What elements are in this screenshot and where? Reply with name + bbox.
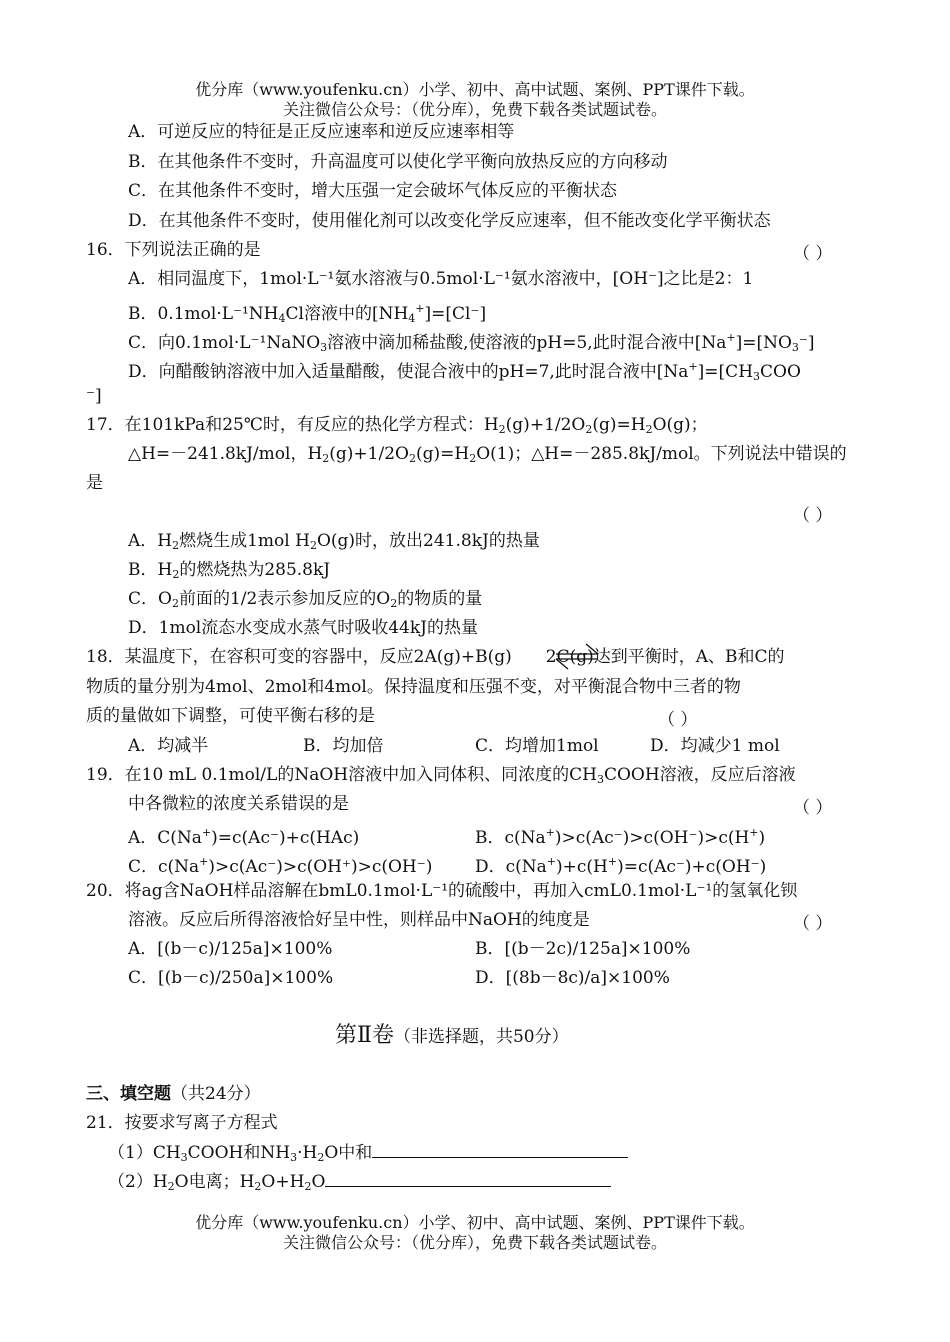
q16-answer-paren: （ ） — [793, 244, 833, 264]
q19-stem-line-1: 19．在10 mL 0.1mol/L的NaOH溶液中加入同体积、同浓度的$CH_3COOH$溶液，反应后溶液 — [86, 765, 796, 786]
q19-option-d: D．c(Na+)+c(H+)=c(Ac⁻)+c(OH⁻) — [475, 855, 767, 877]
q16-option-a: A．相同温度下，1mol·L⁻¹氨水溶液与0.5mol·L⁻¹氨水溶液中，[OH⁻]之比是2：1 — [128, 269, 754, 289]
q15-option-d: D．在其他条件不变时，使用催化剂可以改变化学反应速率，但不能改变化学平衡状态 — [128, 211, 771, 231]
q21-part-2: $(2)H_2O$电离；$H_2O+H_2O$ — [108, 1170, 611, 1198]
page-footer-line-1: 优分库（www.youfenku.cn）小学、初中、高中试题、案例、PPT课件下载。 — [195, 1213, 755, 1232]
q16-option-d: D．向醋酸钠溶液中加入适量醋酸，使混合液中的pH=7,此时混合液中$[Na^+]=[CH_3COO$ — [128, 360, 801, 383]
q17-option-a: A．$H_2$燃烧生成1mol $H_2O(g)$时，放出241.8kJ的热量 — [128, 531, 540, 552]
q21-part-1-blank[interactable] — [372, 1141, 628, 1158]
q18-stem-line-1: 18．某温度下，在容积可变的容器中，反应2A(g)+B(g) 2C(g)达到平衡时，A、B和C的 — [86, 647, 785, 667]
q21-part-1: $(1)CH_3COOH$和$NH_3\cdot H_2O$中和 — [108, 1141, 628, 1169]
page-header-line-2: 关注微信公众号：（优分库），免费下载各类试题试卷。 — [282, 100, 667, 119]
section-3-note: （共24分） — [171, 1084, 261, 1104]
q17-stem-line-3: 是 — [86, 473, 103, 493]
q20-option-d: D．[(8b－8c)/a]×100% — [475, 968, 670, 988]
q20-option-c: C．[(b－c)/250a]×100% — [128, 968, 334, 988]
page-header-line-1: 优分库（www.youfenku.cn）小学、初中、高中试题、案例、PPT课件下载。 — [195, 80, 755, 99]
q17-option-b: B．$H_2$的燃烧热为285.8kJ — [128, 560, 331, 581]
page-footer-line-2: 关注微信公众号：（优分库），免费下载各类试题试卷。 — [282, 1233, 667, 1252]
q19-option-a: A．C(Na+)=c(Ac⁻)+c(HAc) — [128, 826, 360, 848]
part-2-title — [335, 1025, 569, 1048]
q20-answer-paren: （ ） — [793, 914, 833, 934]
part-2-title-main: 第Ⅱ卷 — [335, 1023, 394, 1048]
q17-answer-paren: （ ） — [793, 506, 833, 526]
q19-option-c: C．c(Na+)>c(Ac⁻)>c(OH⁺)>c(OH⁻) — [128, 855, 433, 877]
q18-option-b: B．均加倍 — [303, 736, 384, 756]
q17-stem-line-1: 17．在101kPa和25℃时，有反应的热化学方程式：$H_2(g)+1/2O_2(g)=H_2O(g)$； — [86, 415, 708, 436]
q15-option-c: C．在其他条件不变时，增大压强一定会破坏气体反应的平衡状态 — [128, 181, 618, 201]
q17-option-c: C．$O_2$前面的1/2表示参加反应的$O_2$的物质的量 — [128, 589, 483, 610]
q18-stem-line-3: 质的量做如下调整，可使平衡右移的是 — [86, 706, 375, 726]
q18-stem-line-2: 物质的量分别为4mol、2mol和4mol。保持温度和压强不变，对平衡混合物中三者的物 — [86, 677, 741, 697]
q17-stem-line-2: △H=－241.8kJ/mol，$H_2(g)+1/2O_2(g)=H_2O(1)$；△H=－285.8kJ/mol。下列说法中错误的 — [128, 444, 847, 465]
section-3-heading: 三、填空题 — [86, 1084, 171, 1104]
q16-option-c: C．向0.1mol·L⁻¹NaNO$_3$溶液中滴加稀盐酸,使溶液的pH=5,此时混合液中$[Na^+]=[NO_3^-]$ — [128, 331, 815, 354]
q16-stem: 16．下列说法正确的是 — [86, 240, 261, 260]
q19-answer-paren: （ ） — [793, 798, 833, 818]
q18-answer-paren: （ ） — [658, 710, 698, 730]
q19-option-b: B．c(Na+)>c(Ac⁻)>c(OH⁻)>c(H+) — [475, 826, 766, 848]
q15-option-a: A．可逆反应的特征是正反应速率和逆反应速率相等 — [128, 122, 515, 142]
part-2-title-note: （非选择题，共50分） — [393, 1027, 569, 1047]
q20-option-b: B．[(b－2c)/125a]×100% — [475, 939, 691, 959]
q21-part-2-blank[interactable] — [325, 1170, 611, 1187]
q16-option-b: B．$0.1mol\cdot L^{-1}NH_4Cl$溶液中的$[NH_4^+]=[Cl^-]$ — [128, 302, 487, 325]
q20-option-a: A．[(b－c)/125a]×100% — [128, 939, 333, 959]
q17-option-d: D．1mol流态水变成水蒸气时吸收44kJ的热量 — [128, 618, 478, 638]
q19-stem-line-2: 中各微粒的浓度关系错误的是 — [128, 794, 349, 814]
q21-stem: 21．按要求写离子方程式 — [86, 1113, 278, 1133]
q20-stem-line-2: 溶液。反应后所得溶液恰好呈中性，则样品中NaOH的纯度是 — [128, 910, 590, 930]
q16-option-d-cont: ⁻] — [86, 386, 102, 406]
q18-option-d: D．均减少1 mol — [650, 736, 780, 756]
section-3-title — [86, 1083, 261, 1105]
q15-option-b: B．在其他条件不变时，升高温度可以使化学平衡向放热反应的方向移动 — [128, 152, 668, 172]
q20-stem-line-1: 20．将ag含NaOH样品溶解在bmL0.1mol·L⁻¹的硫酸中，再加入cmL0.1mol·L⁻¹的氢氧化钡 — [86, 881, 798, 901]
q18-option-a: A．均减半 — [128, 736, 209, 756]
q18-option-c: C．均增加1mol — [475, 736, 599, 756]
equilibrium-arrow-icon — [552, 640, 604, 674]
